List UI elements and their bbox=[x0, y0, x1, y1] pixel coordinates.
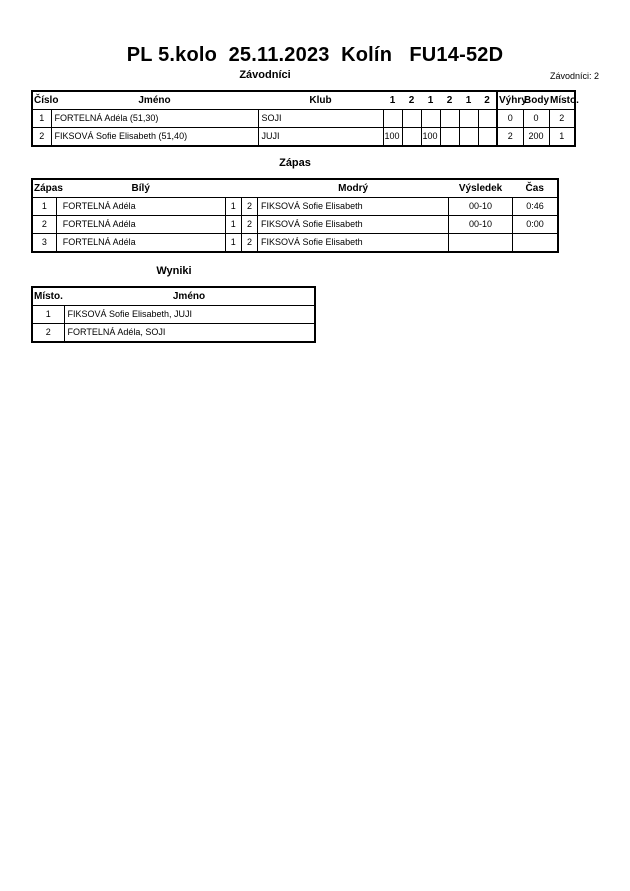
score-cell bbox=[478, 110, 497, 128]
table-row bbox=[32, 216, 558, 234]
results-heading: Wyniki bbox=[156, 265, 192, 277]
score-cell: 100 bbox=[383, 128, 402, 147]
white-index: 1 bbox=[225, 234, 241, 253]
white-index: 1 bbox=[225, 198, 241, 216]
match-result: 00-10 bbox=[449, 216, 513, 234]
col-no: Číslo bbox=[32, 91, 51, 110]
col-r1a: 1 bbox=[383, 91, 402, 110]
blue-index: 2 bbox=[241, 216, 257, 234]
match-no: 3 bbox=[32, 234, 56, 253]
col-wins: Výhry bbox=[497, 91, 523, 110]
results-header-row bbox=[32, 287, 315, 306]
col-time: Čas bbox=[512, 179, 558, 198]
col-name: Jméno bbox=[51, 91, 258, 110]
page-title: PL 5.kolo 25.11.2023 Kolín FU14-52D bbox=[126, 44, 504, 66]
col-points: Body bbox=[523, 91, 549, 110]
col-club: Klub bbox=[258, 91, 383, 110]
result-name: FORTELNÁ Adéla, SOJI bbox=[64, 324, 315, 343]
col-result-place: Místo. bbox=[32, 287, 64, 306]
score-cell bbox=[459, 128, 478, 147]
table-row bbox=[32, 234, 558, 253]
result-place: 1 bbox=[32, 306, 64, 324]
white-index: 1 bbox=[225, 216, 241, 234]
score-cell: 100 bbox=[421, 128, 440, 147]
competitors-heading: Závodníci bbox=[239, 69, 291, 81]
col-r1c: 1 bbox=[459, 91, 478, 110]
col-result: Výsledek bbox=[449, 179, 513, 198]
col-r2b: 2 bbox=[440, 91, 459, 110]
competitor-no: 2 bbox=[32, 128, 51, 147]
matches-header-row bbox=[32, 179, 558, 198]
match-no: 1 bbox=[32, 198, 56, 216]
competitor-place: 2 bbox=[549, 110, 575, 128]
competitor-wins: 2 bbox=[497, 128, 523, 147]
col-result-name: Jméno bbox=[64, 287, 315, 306]
score-cell bbox=[440, 128, 459, 147]
table-row bbox=[32, 198, 558, 216]
competitor-club: SOJI bbox=[258, 110, 383, 128]
blue-competitor: FIKSOVÁ Sofie Elisabeth bbox=[258, 198, 449, 216]
matches-table bbox=[31, 178, 559, 253]
table-row bbox=[32, 306, 315, 324]
table-row bbox=[32, 128, 575, 147]
match-result: 00-10 bbox=[449, 198, 513, 216]
match-time: 0:46 bbox=[512, 198, 558, 216]
col-place: Místo. bbox=[549, 91, 575, 110]
matches-heading: Zápas bbox=[279, 157, 311, 169]
col-r2a: 2 bbox=[402, 91, 421, 110]
score-cell bbox=[459, 110, 478, 128]
match-no: 2 bbox=[32, 216, 56, 234]
white-competitor: FORTELNÁ Adéla bbox=[56, 216, 225, 234]
competitor-name: FIKSOVÁ Sofie Elisabeth (51,40) bbox=[51, 128, 258, 147]
results-table bbox=[31, 286, 316, 343]
col-match-no: Zápas bbox=[32, 179, 56, 198]
competitor-place: 1 bbox=[549, 128, 575, 147]
result-place: 2 bbox=[32, 324, 64, 343]
result-name: FIKSOVÁ Sofie Elisabeth, JUJI bbox=[64, 306, 315, 324]
match-time bbox=[512, 234, 558, 253]
col-blue: Modrý bbox=[258, 179, 449, 198]
blue-competitor: FIKSOVÁ Sofie Elisabeth bbox=[258, 216, 449, 234]
score-cell bbox=[383, 110, 402, 128]
competitor-no: 1 bbox=[32, 110, 51, 128]
col-white: Bílý bbox=[56, 179, 225, 198]
score-cell bbox=[478, 128, 497, 147]
match-time: 0:00 bbox=[512, 216, 558, 234]
competitor-club: JUJI bbox=[258, 128, 383, 147]
table-row bbox=[32, 324, 315, 343]
blue-index: 2 bbox=[241, 198, 257, 216]
white-competitor: FORTELNÁ Adéla bbox=[56, 234, 225, 253]
col-r2c: 2 bbox=[478, 91, 497, 110]
competitors-table bbox=[31, 90, 579, 147]
col-r1b: 1 bbox=[421, 91, 440, 110]
competitor-name: FORTELNÁ Adéla (51,30) bbox=[51, 110, 258, 128]
competitor-points: 0 bbox=[523, 110, 549, 128]
score-cell bbox=[440, 110, 459, 128]
competitor-points: 200 bbox=[523, 128, 549, 147]
competitors-count: Závodníci: 2 bbox=[549, 71, 599, 81]
competitors-header-row bbox=[32, 91, 575, 110]
competitor-wins: 0 bbox=[497, 110, 523, 128]
table-row bbox=[32, 110, 575, 128]
match-result bbox=[449, 234, 513, 253]
blue-index: 2 bbox=[241, 234, 257, 253]
score-cell bbox=[402, 128, 421, 147]
white-competitor: FORTELNÁ Adéla bbox=[56, 198, 225, 216]
score-cell bbox=[402, 110, 421, 128]
score-cell bbox=[421, 110, 440, 128]
blue-competitor: FIKSOVÁ Sofie Elisabeth bbox=[258, 234, 449, 253]
